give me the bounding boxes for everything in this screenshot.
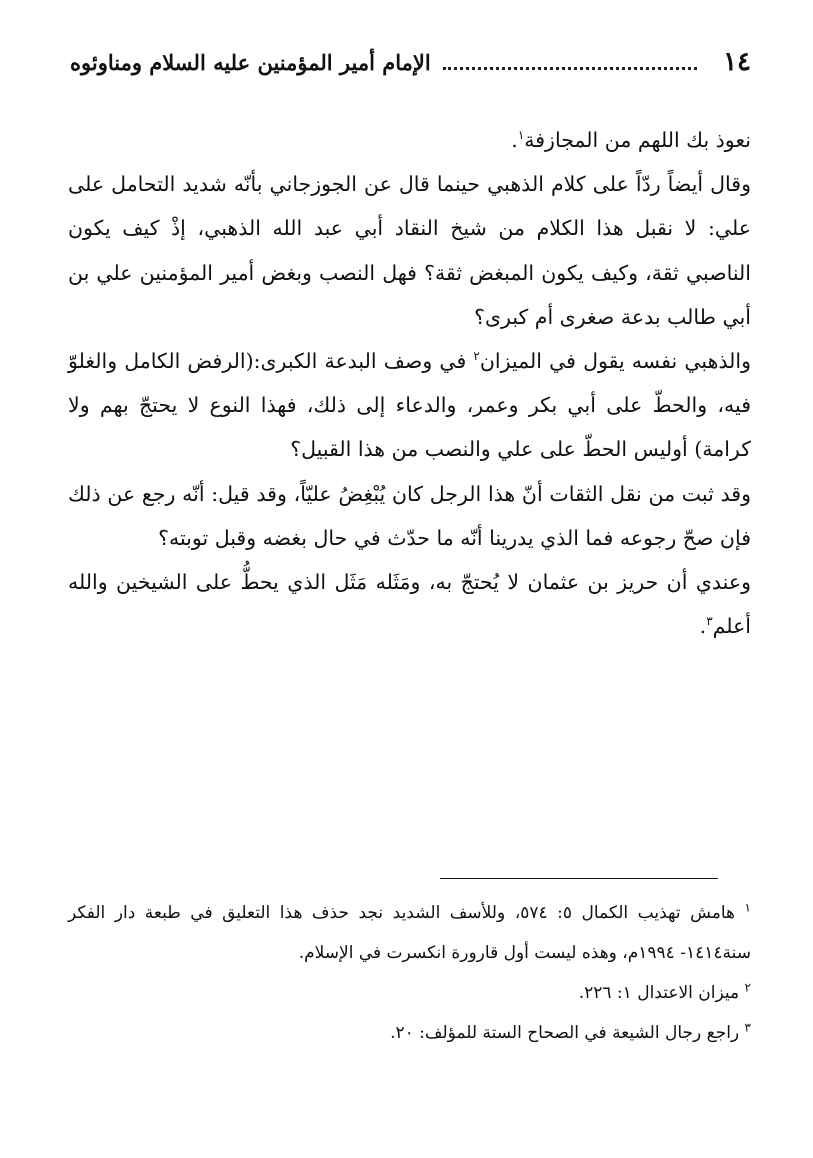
page-header xyxy=(70,40,751,84)
running-title: الإمام أمير المؤمنين عليه السلام ومناوئوه xyxy=(70,49,431,75)
footnote-divider xyxy=(440,878,718,879)
footnote: $^٢$ ميزان الاعتدال ١: ٢٢٦. xyxy=(578,980,751,1003)
main-text xyxy=(68,118,751,648)
footnote-number: ٢ xyxy=(744,980,751,995)
paragraph: وعندي أن حريز بن عثمان لا يُحتجّ به، ومَثَله مَثَل الذي يحطُّ على الشيخين والله أعلم$^٣$. xyxy=(68,570,751,639)
footnotes xyxy=(68,893,751,1053)
paragraph: وقد ثبت من نقل الثقات أنّ هذا الرجل كان يُبْغِضُ عليّاً، وقد قيل: أنّه رجع عن ذلك فإن صحّ رجوعه فما الذي يدرينا أنّه ما حدّث في حال بغضه وقبل توبته؟ xyxy=(68,481,751,550)
paragraph: نعوذ بك اللهم من المجازفة$^١$. xyxy=(511,128,751,152)
paragraph: والذهبي نفسه يقول في الميزان$^٢$ في وصف البدعة الكبرى:(الرفض الكامل والغلوّ فيه، والحطّ على أبي بكر وعمر، والدعاء إلى ذلك، فهذا النوع لا يحتجّ بهم ولا كرامة) أوليس الحطّ على علي والنصب من هذا القبيل؟ xyxy=(68,349,751,462)
leader-dots xyxy=(443,67,697,70)
footnote: $^٣$ راجع رجال الشيعة في الصحاح الستة للمؤلف: ٢٠. xyxy=(390,1020,751,1043)
footnote-number: ١ xyxy=(744,900,751,915)
footnote-ref: ٣ xyxy=(706,614,713,629)
footnote-ref: ١ xyxy=(517,128,525,143)
footnote: $^١$ هامش تهذيب الكمال ٥: ٥٧٤، وللأسف الشديد نجد حذف هذا التعليق في طبعة دار الفكر سنة١٤١٤- ١٩٩٤م، وهذه ليست أول قارورة انكسرت في الإسلام. xyxy=(68,900,751,963)
footnote-number: ٣ xyxy=(744,1020,751,1035)
paragraph: وقال أيضاً ردّاً على كلام الذهبي حينما قال عن الجوزجاني بأنّه شديد التحامل على علي: لا نقبل هذا الكلام من شيخ النقاد أبي عبد الله الذهبي، إذْ كيف يكون الناصبي ثقة، وكيف يكون المبغض ثقة؟ فهل النصب وبغض أمير المؤمنين علي بن أبي طالب بدعة صغرى أم كبرى؟ xyxy=(68,172,751,329)
page-number: ١٤ xyxy=(723,47,751,77)
footnote-ref: ٢ xyxy=(473,349,480,364)
